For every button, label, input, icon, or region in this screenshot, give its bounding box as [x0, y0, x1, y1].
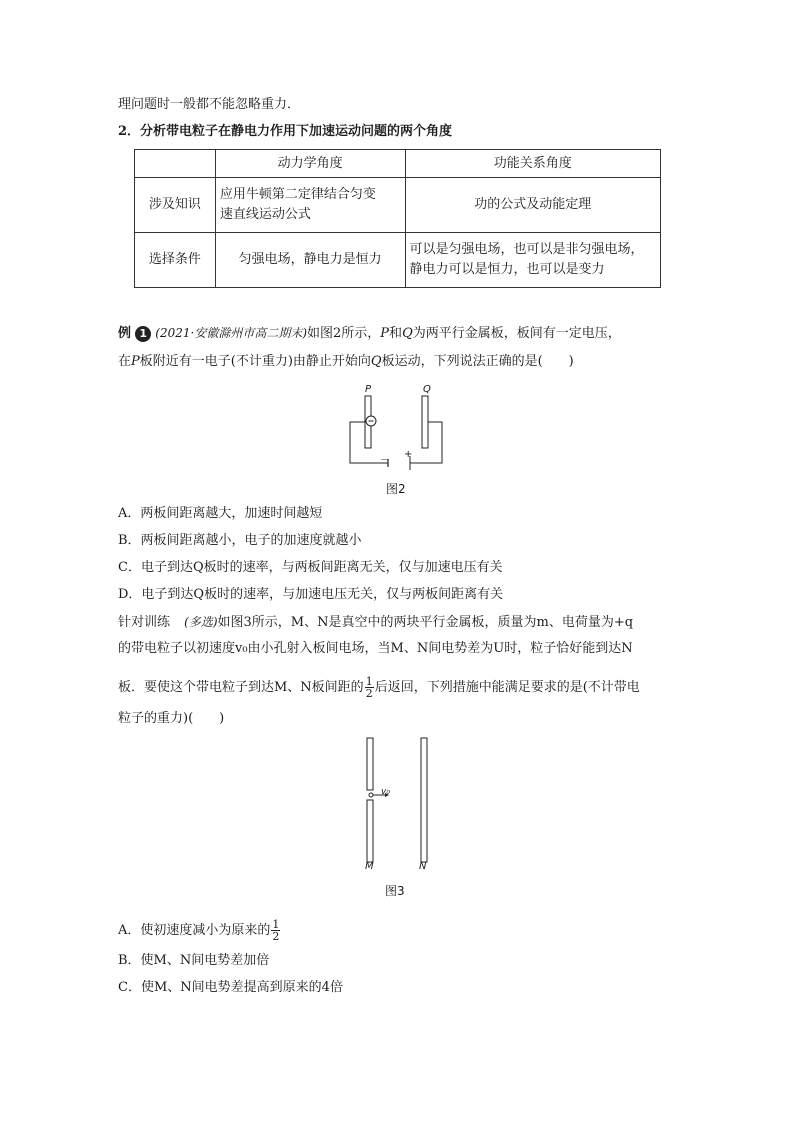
- option-text: A．使初速度减小为原来的: [118, 923, 271, 938]
- fraction-half: [365, 676, 374, 699]
- label-N: N: [419, 861, 427, 872]
- label-v0: v₀: [381, 787, 390, 797]
- table-cell: [405, 233, 661, 288]
- example-label: 例: [118, 326, 132, 341]
- option-d: D．电子到达Q板时的速率，与加速电压无关，仅与两板间距离有关: [118, 587, 504, 602]
- table-row: [135, 233, 661, 288]
- label-Q: Q: [423, 384, 431, 395]
- table-cell: [215, 178, 405, 233]
- stem-text: 板附近有一电子(不计重力)由静止开始向: [139, 354, 371, 369]
- table-cell: 功的公式及动能定理: [405, 178, 661, 233]
- training-option-c: C．使M、N间电势差提高到原来的4倍: [118, 980, 343, 995]
- option-c: C．电子到达Q板时的速率，与两板间距离无关，仅与加速电压有关: [118, 560, 503, 575]
- row-label: 选择条件: [135, 233, 216, 288]
- example-source: (2021·安徽滁州市高二期末): [155, 326, 308, 340]
- cell-line: 静电力可以是恒力，也可以是变力: [409, 262, 605, 277]
- var-Q: Q: [402, 326, 413, 341]
- stem-text: 如图3所示，M、N是真空中的两块平行金属板，质量为m、电荷量为+q: [217, 615, 634, 630]
- training-line3: [118, 676, 640, 699]
- figure-2-diagram: [340, 380, 450, 470]
- table-header-cell: 功能关系角度: [405, 150, 661, 178]
- section-title: 2．分析带电粒子在静电力作用下加速运动问题的两个角度: [118, 124, 453, 139]
- stem-text: 在: [118, 354, 132, 369]
- plate-M-lower: [367, 800, 373, 862]
- cell-line: 可以是匀强电场，也可以是非匀强电场，: [409, 242, 644, 257]
- example-number-badge: 1: [135, 326, 151, 342]
- option-a: A．两板间距离越大，加速时间越短: [118, 506, 323, 521]
- stem-text: 为两平行金属板，板间有一定电压，: [412, 326, 621, 341]
- training-line4: 粒子的重力)( ): [118, 711, 225, 726]
- training-option-a: [118, 919, 281, 942]
- label-M: M: [365, 861, 374, 872]
- figure-caption: 图3: [385, 884, 405, 898]
- var-P: P: [380, 326, 390, 341]
- wire-right: [410, 422, 442, 463]
- frac-numerator: 1: [365, 675, 373, 688]
- plate-Q: [422, 396, 428, 448]
- figure-caption: 图2: [386, 482, 406, 496]
- var-P: P: [131, 354, 140, 369]
- training-line1: [118, 613, 633, 632]
- stem-text: 板．要使这个带电粒子到达M、N板间距的: [118, 680, 364, 695]
- training-option-b: B．使M、N间电势差加倍: [118, 953, 270, 968]
- particle-icon: [369, 793, 373, 797]
- frac-denominator: 2: [365, 687, 373, 700]
- comparison-table: [134, 149, 661, 288]
- stem-text: 如图2所示，: [307, 326, 381, 341]
- label-minus: －: [380, 455, 390, 466]
- table-header-row: [135, 150, 661, 178]
- stem-text: 板运动，下列说法正确的是( ): [381, 354, 574, 369]
- label-P: P: [365, 384, 372, 395]
- table-cell: 匀强电场，静电力是恒力: [215, 233, 405, 288]
- label-plus: +: [404, 449, 413, 460]
- cell-line: 速直线运动公式: [219, 207, 311, 222]
- stem-text: 后返回，下列措施中能满足要求的是(不计带电: [374, 680, 640, 695]
- row-label: 涉及知识: [135, 178, 216, 233]
- frac-denominator: 2: [272, 930, 280, 943]
- example-stem-line1: [118, 324, 621, 343]
- example-stem-line2: [118, 353, 574, 371]
- intro-line: 理问题时一般都不能忽略重力．: [118, 97, 301, 112]
- training-line2: 的带电粒子以初速度v₀由小孔射入板间电场，当M、N间电势差为U时，粒子恰好能到达N: [118, 641, 633, 656]
- table-row: [135, 178, 661, 233]
- fraction-half: [271, 919, 280, 942]
- var-Q: Q: [370, 354, 382, 369]
- training-label: 针对训练: [118, 615, 171, 630]
- plate-M-upper: [367, 738, 373, 790]
- plate-N: [421, 738, 427, 862]
- cell-line: 应用牛顿第二定律结合匀变: [219, 187, 376, 202]
- training-tag: (多选): [184, 615, 218, 629]
- stem-text: 和: [389, 326, 403, 341]
- figure-3-diagram: [355, 736, 445, 866]
- table-header-cell: 动力学角度: [215, 150, 405, 178]
- table-header-cell: [135, 150, 216, 178]
- option-b: B．两板间距离越小，电子的加速度就越小: [118, 533, 362, 548]
- frac-numerator: 1: [272, 918, 280, 931]
